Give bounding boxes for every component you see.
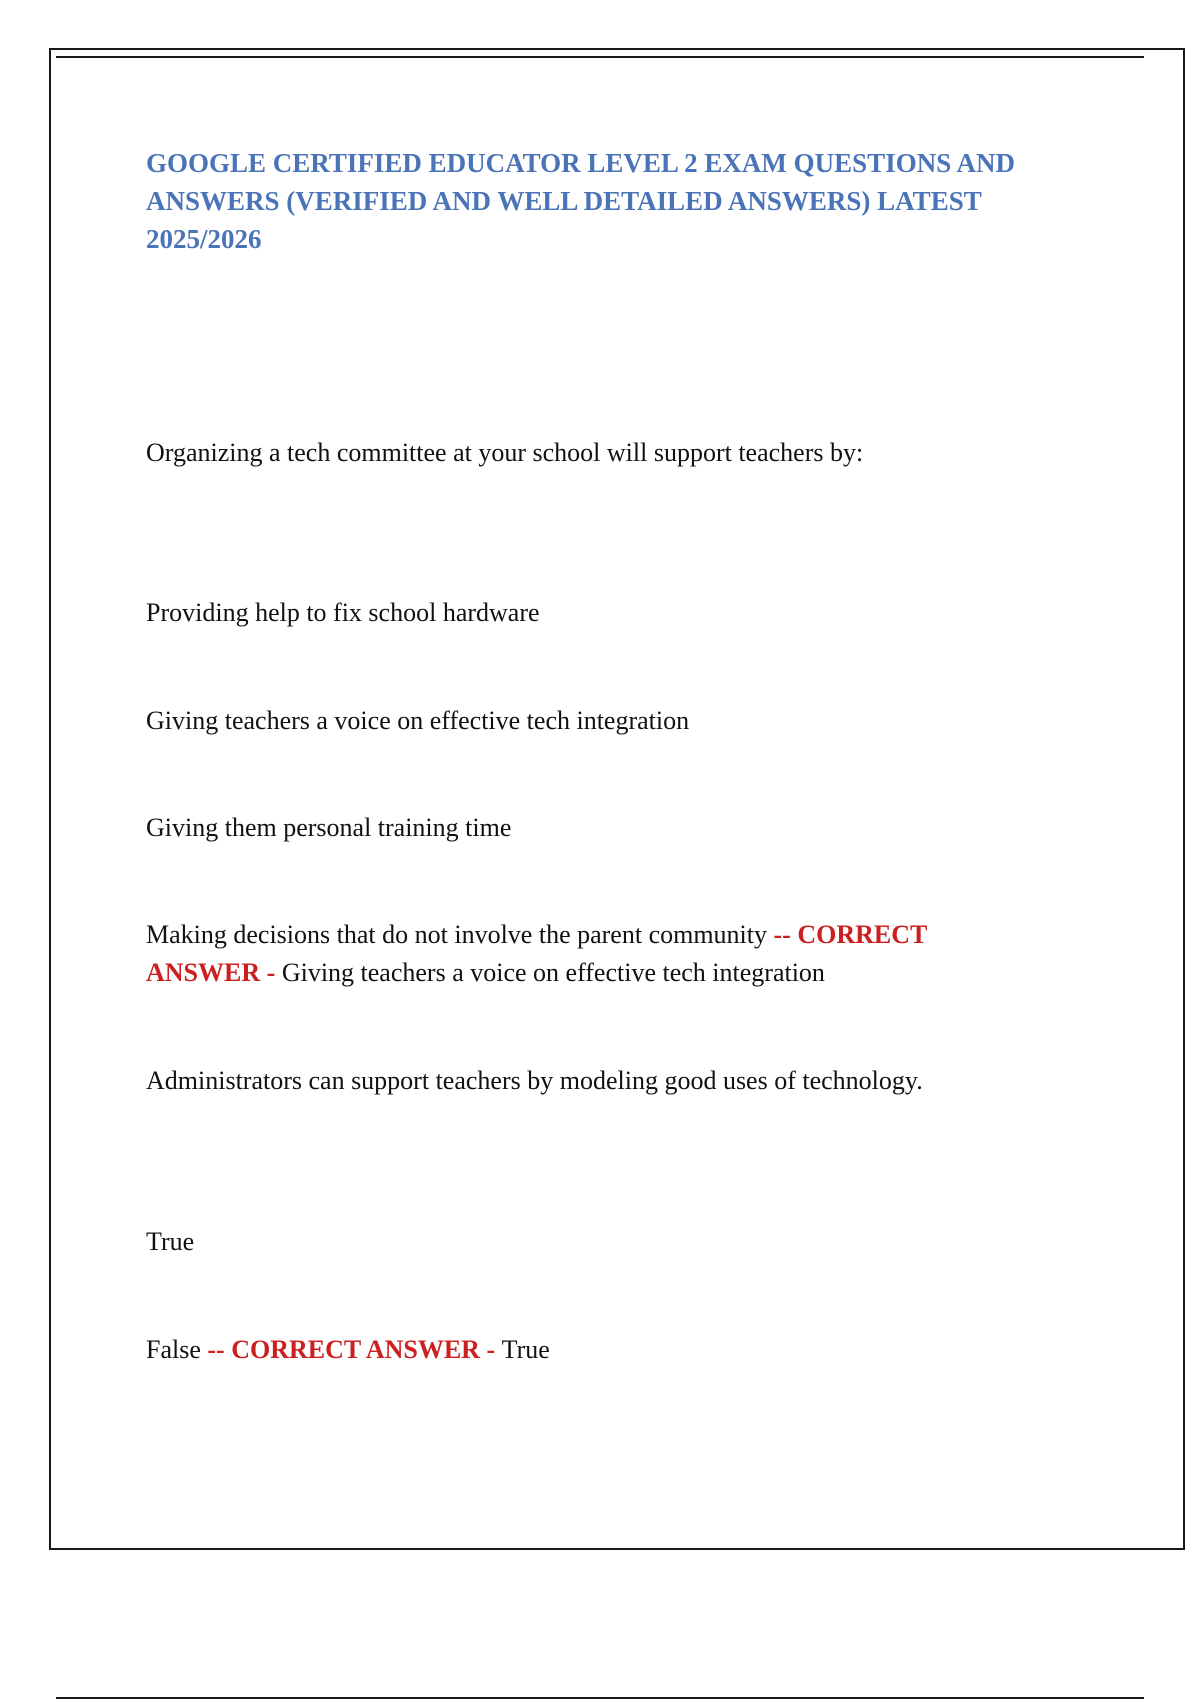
top-rule xyxy=(56,56,1144,58)
correct-answer-label: CORRECT ANSWER xyxy=(231,1335,480,1364)
answer-separator: -- xyxy=(200,1335,232,1364)
answer-dash: - xyxy=(479,1335,502,1364)
question-1-option-b: Giving teachers a voice on effective tech integration xyxy=(146,706,690,735)
question-1-option-a: Providing help to fix school hardware xyxy=(146,598,540,627)
correct-answer-label: CORRECT ANSWER xyxy=(146,920,927,987)
question-2-option-b-with-answer xyxy=(146,1331,550,1369)
bottom-rule xyxy=(56,1697,1144,1699)
document-title: GOOGLE CERTIFIED EDUCATOR LEVEL 2 EXAM QUESTIONS AND ANSWERS (VERIFIED AND WELL DETAILED ANSWERS) LATEST 2025/2026 xyxy=(146,148,1015,254)
question-2-option-a: True xyxy=(146,1227,195,1256)
question-1-option-c: Giving them personal training time xyxy=(146,813,512,842)
page-border xyxy=(49,48,1185,1550)
question-1-option-d: Making decisions that do not involve the parent community xyxy=(146,920,768,949)
answer-separator: -- xyxy=(767,920,798,949)
question-1-prompt: Organizing a tech committee at your school will support teachers by: xyxy=(146,438,864,467)
question-1-answer: Giving teachers a voice on effective tech integration xyxy=(281,958,825,987)
question-1-option-d-with-answer xyxy=(146,916,1046,992)
question-2-answer: True xyxy=(501,1335,550,1364)
answer-dash: - xyxy=(260,958,282,987)
question-2-prompt: Administrators can support teachers by modeling good uses of technology. xyxy=(146,1066,923,1095)
question-2-option-b: False xyxy=(146,1335,201,1364)
